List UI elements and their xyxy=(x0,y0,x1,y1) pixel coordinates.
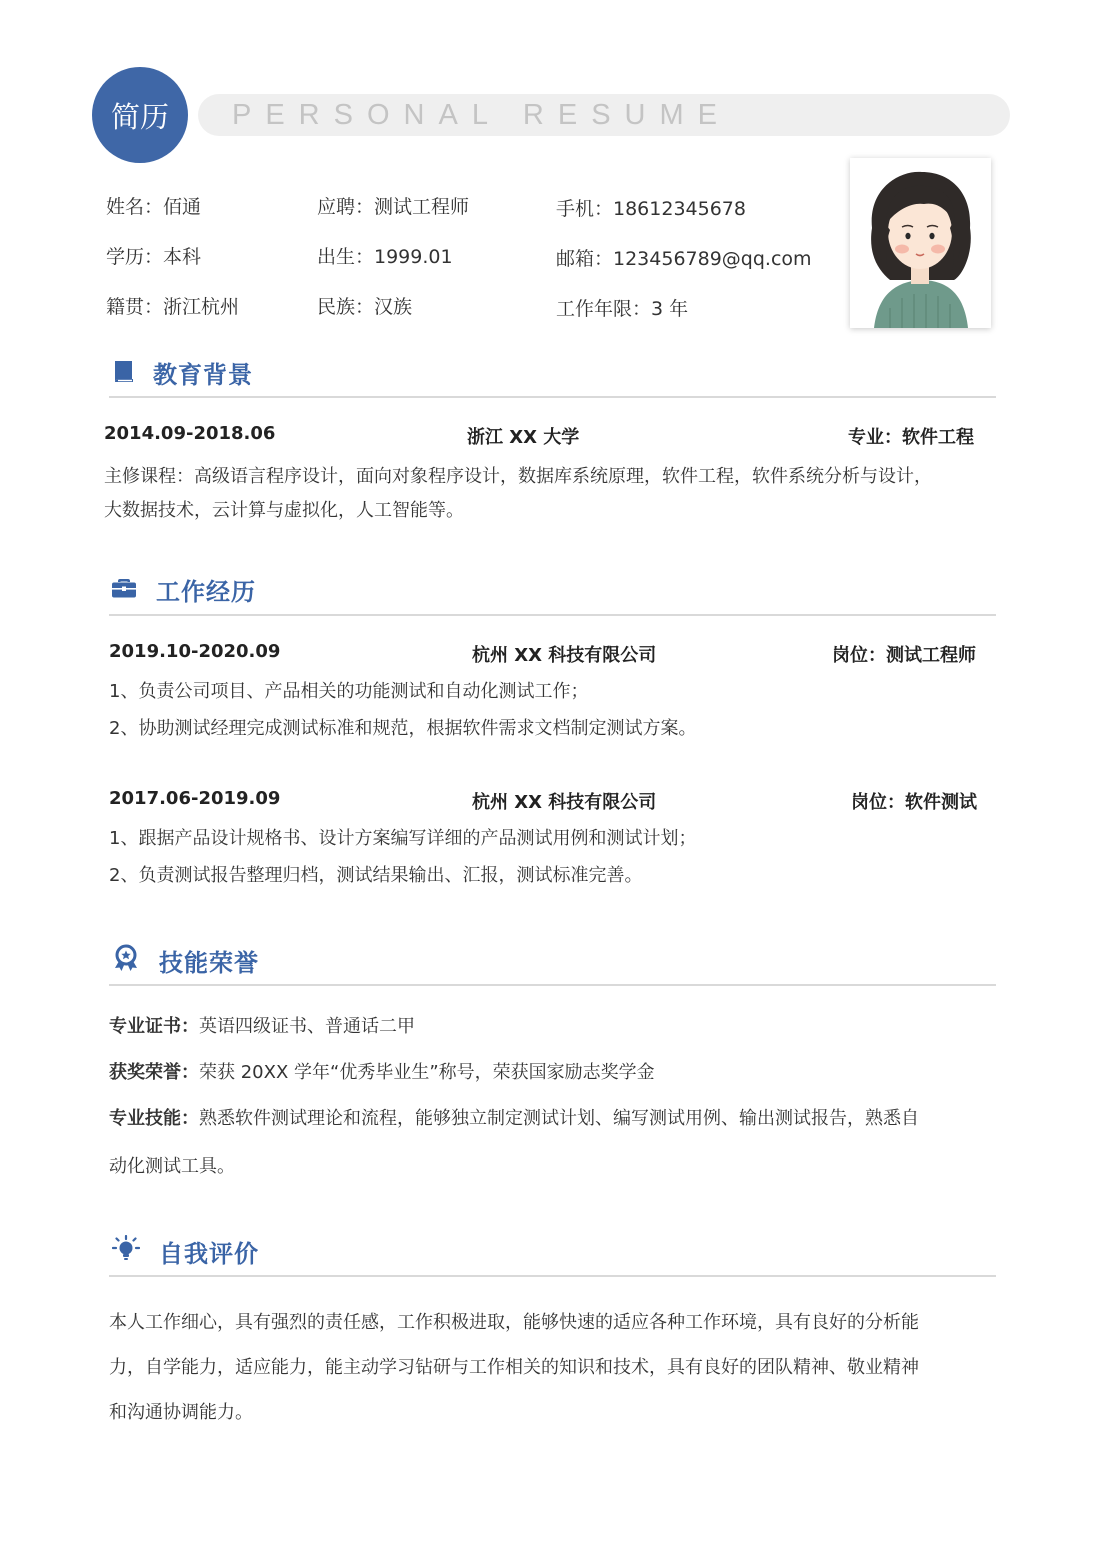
skills-award-label: 获奖荣誉： xyxy=(109,1062,199,1083)
skills-skill-value-line2: 动化测试工具。 xyxy=(109,1156,235,1177)
skills-awards xyxy=(109,1058,655,1084)
resume-subtitle: PERSONAL RESUME xyxy=(232,98,731,131)
resume-subtitle-bar xyxy=(198,94,1010,136)
self-eval-line2: 力，自学能力，适应能力，能主动学习钻研与工作相关的知识和技术，具有良好的团队精神、敬业精神 xyxy=(109,1357,919,1378)
skills-cert-value: 英语四级证书、普通话二甲 xyxy=(199,1016,415,1037)
skills-certificates xyxy=(109,1012,415,1038)
info-ethnicity: 民族：汉族 xyxy=(317,296,413,318)
section-divider xyxy=(109,614,996,616)
resume-title: 简历 xyxy=(110,99,169,134)
edu-major: 专业：软件工程 xyxy=(848,427,974,448)
briefcase-icon xyxy=(110,573,138,601)
info-name: 姓名：佰通 xyxy=(106,196,202,218)
edu-courses-line2: 大数据技术，云计算与虚拟化，人工智能等。 xyxy=(104,500,464,521)
job-role: 岗位：软件测试 xyxy=(851,792,977,813)
job-period: 2017.06-2019.09 xyxy=(109,788,281,809)
info-email: 邮箱：123456789@qq.com xyxy=(556,248,812,270)
job-duty: 2、负责测试报告整理归档，测试结果输出、汇报，测试标准完善。 xyxy=(109,865,643,886)
edu-school: 浙江 XX 大学 xyxy=(467,427,580,448)
job-duty: 2、协助测试经理完成测试标准和规范，根据软件需求文档制定测试方案。 xyxy=(109,718,697,739)
job-period: 2019.10-2020.09 xyxy=(109,641,281,662)
lightbulb-icon xyxy=(112,1235,140,1263)
job-duty: 1、负责公司项目、产品相关的功能测试和自动化测试工作； xyxy=(109,681,589,702)
self-eval-line1: 本人工作细心，具有强烈的责任感，工作积极进取，能够快速的适应各种工作环境，具有良好的分析能 xyxy=(109,1312,919,1333)
info-experience: 工作年限：3 年 xyxy=(556,298,689,320)
info-birth: 出生：1999.01 xyxy=(317,246,453,268)
section-title-education: 教育背景 xyxy=(153,361,253,389)
skills-award-value: 荣获 20XX 学年“优秀毕业生”称号，荣获国家励志奖学金 xyxy=(199,1062,655,1083)
info-hometown: 籍贯：浙江杭州 xyxy=(106,296,240,318)
edu-period: 2014.09-2018.06 xyxy=(104,423,276,444)
edu-courses-line1: 主修课程：高级语言程序设计，面向对象程序设计，数据库系统原理，软件工程，软件系统分析与设计， xyxy=(104,466,932,487)
info-phone: 手机：18612345678 xyxy=(556,198,746,220)
job-company: 杭州 XX 科技有限公司 xyxy=(472,645,657,666)
section-title-work: 工作经历 xyxy=(156,578,256,606)
info-education: 学历：本科 xyxy=(106,246,202,268)
job-company: 杭州 XX 科技有限公司 xyxy=(472,792,657,813)
resume-title-badge xyxy=(92,67,188,163)
skills-professional xyxy=(109,1104,919,1130)
skills-skill-value-line1: 熟悉软件测试理论和流程，能够独立制定测试计划、编写测试用例、输出测试报告，熟悉自 xyxy=(199,1108,919,1129)
avatar-illustration xyxy=(850,158,991,328)
info-position: 应聘：测试工程师 xyxy=(317,196,470,218)
job-duty: 1、跟据产品设计规格书、设计方案编写详细的产品测试用例和测试计划； xyxy=(109,828,697,849)
award-icon xyxy=(112,944,140,972)
book-icon xyxy=(110,357,138,385)
profile-photo xyxy=(850,158,991,328)
job-role: 岗位：测试工程师 xyxy=(832,645,976,666)
section-divider xyxy=(109,396,996,398)
skills-skill-label: 专业技能： xyxy=(109,1108,199,1129)
section-divider xyxy=(109,984,996,986)
skills-cert-label: 专业证书： xyxy=(109,1016,199,1037)
section-title-skills: 技能荣誉 xyxy=(159,949,259,977)
self-eval-line3: 和沟通协调能力。 xyxy=(109,1402,253,1423)
section-divider xyxy=(109,1275,996,1277)
section-title-self-eval: 自我评价 xyxy=(159,1240,259,1268)
